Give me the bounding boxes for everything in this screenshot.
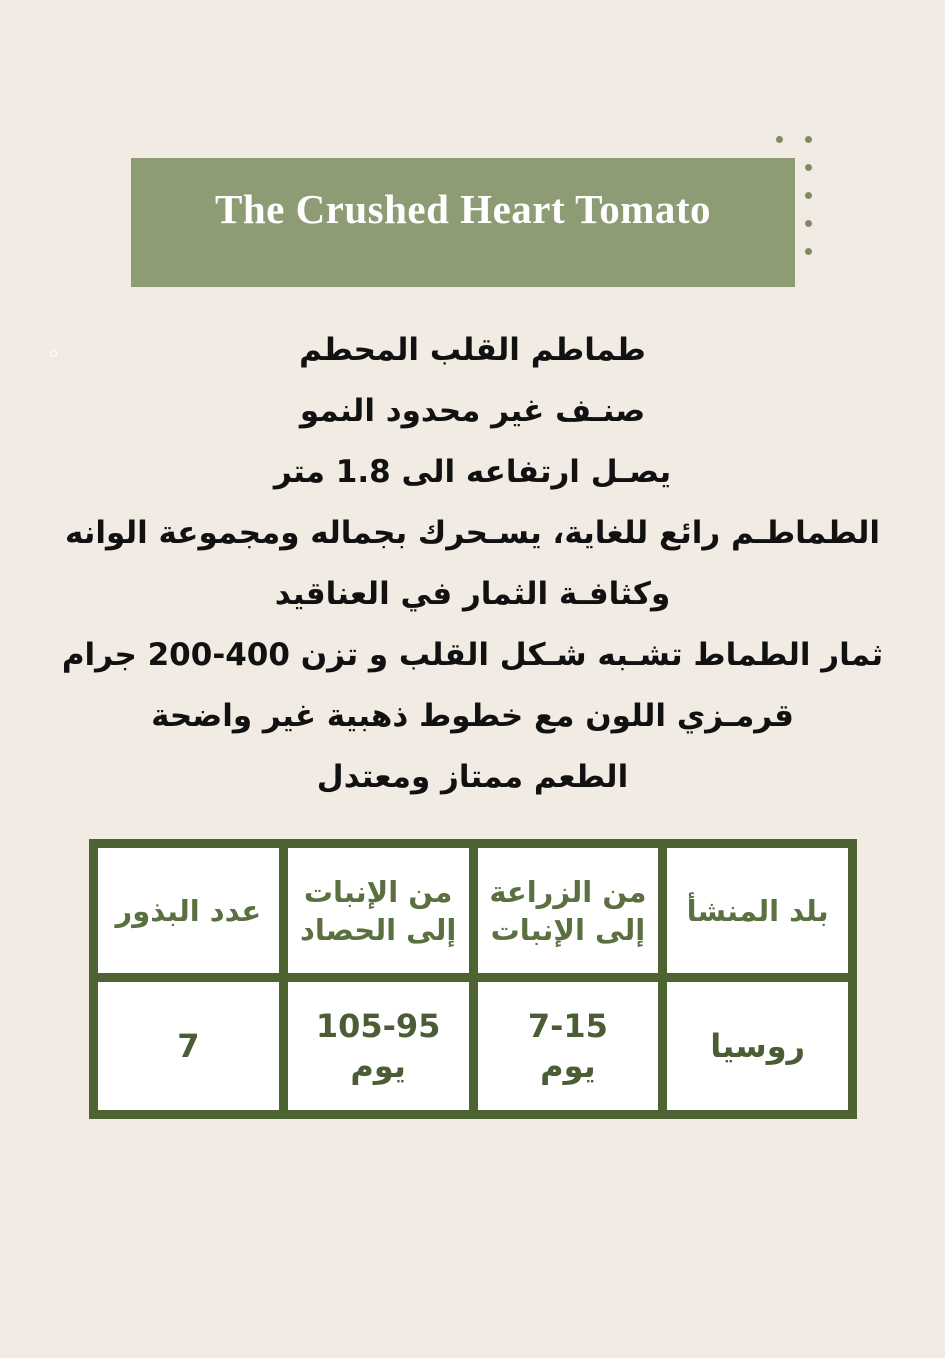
header-seed-count: [94, 844, 284, 978]
dot-icon: [805, 220, 812, 227]
header-origin-country: [663, 844, 853, 978]
cell-text: 105-95: [315, 1007, 441, 1045]
cell-text: إلى الإنبات: [490, 912, 646, 947]
table-header-row: [94, 844, 853, 978]
description-line: يصـل ارتفاعه الى 1.8 متر: [273, 454, 672, 490]
dot-icon: [776, 136, 783, 143]
info-table: [89, 839, 857, 1119]
decorative-dots: [770, 130, 820, 260]
description-line: صنـف غير محدود النمو: [299, 393, 646, 429]
table-row: [94, 978, 853, 1115]
cell-text: 7: [177, 1027, 200, 1065]
cell-text: روسيا: [710, 1027, 806, 1065]
value-planting-to-germination: [473, 978, 663, 1115]
description-line: طماطم القلب المحطم: [299, 332, 646, 368]
dot-icon: [805, 248, 812, 255]
cell-text: إلى الحصاد: [299, 912, 457, 947]
description-line: الطماطـم رائع للغاية، يسـحرك بجماله ومجموعة الوانه: [64, 515, 881, 551]
decorative-circle-icon: [50, 350, 57, 357]
description-line: ثمار الطماط تشـبه شـكل القلب و تزن 400-200 جرام: [61, 637, 884, 673]
cell-text: يوم: [540, 1047, 596, 1085]
dot-icon: [805, 136, 812, 143]
dot-icon: [805, 192, 812, 199]
description-line: وكثافـة الثمار في العناقيد: [274, 576, 671, 612]
header-germination-to-harvest: [283, 844, 473, 978]
description-line: قرمـزي اللون مع خطوط ذهبية غير واضحة: [151, 698, 794, 734]
value-germination-to-harvest: [283, 978, 473, 1115]
cell-text: 7-15: [527, 1007, 608, 1045]
title-banner: [131, 158, 795, 287]
cell-text: من الزراعة: [489, 874, 647, 909]
description-line: الطعم ممتاز ومعتدل: [316, 759, 629, 795]
cell-text: من الإنبات: [303, 874, 453, 909]
value-origin-country: [663, 978, 853, 1115]
cell-text: يوم: [350, 1047, 406, 1085]
cell-text: بلد المنشأ: [686, 893, 829, 928]
description-block: [60, 320, 885, 808]
dot-icon: [805, 164, 812, 171]
value-seed-count: [94, 978, 284, 1115]
header-planting-to-germination: [473, 844, 663, 978]
page-title: The Crushed Heart Tomato: [214, 185, 712, 232]
cell-text: عدد البذور: [115, 893, 262, 928]
